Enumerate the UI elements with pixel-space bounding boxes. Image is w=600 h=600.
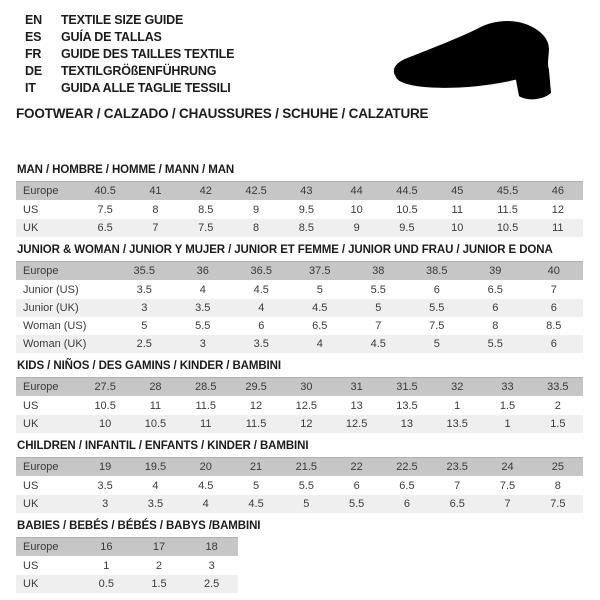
size-cell: 16 [80,538,133,557]
size-cell: 4 [291,335,350,353]
size-cell: 36 [174,262,233,281]
table-row [16,477,583,496]
size-cell: 19.5 [130,458,180,477]
shoe-icon [388,16,584,104]
row-label: US [23,480,39,492]
size-cell: 44.5 [382,182,432,201]
section-title-man: MAN / HOMBRE / HOMME / MANN / MAN [17,164,235,176]
size-cell: 41 [130,182,180,201]
size-cell: 37.5 [291,262,350,281]
size-cell: 3.5 [130,495,180,513]
size-cell: 7 [375,320,382,332]
size-cell: 12.5 [295,400,318,412]
size-cell: 11.5 [195,400,217,412]
size-cell: 4.5 [349,335,408,353]
size-cell: 11 [451,204,463,216]
table-row [16,538,238,557]
row-label: UK [16,495,80,513]
size-cell: 5 [349,299,408,317]
size-cell: 5 [408,335,467,353]
size-cell: 5.5 [195,320,211,332]
size-cell: 4.5 [253,284,269,296]
section-title-children: CHILDREN / INFANTIL / ENFANTS / KINDER / BAMBINI [17,440,309,452]
row-label: Woman (US) [23,320,87,332]
size-cell: 28 [130,378,180,397]
row-label: UK [16,575,80,593]
table-row [16,415,583,433]
table-row [16,182,583,201]
size-cell: 3 [115,299,174,317]
size-cell: 22 [331,458,381,477]
size-cell: 6.5 [312,320,328,332]
table-row [16,397,583,416]
size-cell: 36.5 [232,262,291,281]
size-cell: 39 [466,262,525,281]
size-cell: 6.5 [399,480,415,492]
table-row [16,378,583,397]
size-cell: 6 [382,495,432,513]
size-cell: 7.5 [97,204,113,216]
size-cell: 4 [181,495,231,513]
size-cell: 11 [181,415,231,433]
table-row [16,335,583,353]
section-kids [16,360,584,433]
size-cell: 6.5 [80,219,130,237]
size-cell: 3.5 [136,284,152,296]
size-cell: 45 [432,182,482,201]
section-title-kids: KIDS / NIÑOS / DES GAMINS / KINDER / BAMBINI [17,360,281,372]
size-cell: 7 [454,480,461,492]
table-row [16,317,583,335]
size-cell: 1 [454,400,461,412]
row-label: Europe [16,458,80,477]
size-cell: 12 [249,400,263,412]
table-row [16,201,583,220]
size-cell: 7.5 [181,219,231,237]
size-cell: 5.5 [331,495,381,513]
language-code: IT [25,81,36,95]
size-cell: 42.5 [231,182,281,201]
size-cell: 2 [155,560,163,572]
size-cell: 20 [181,458,231,477]
size-cell: 44 [331,182,381,201]
size-cell: 31.5 [382,378,432,397]
size-cell: 9.5 [298,204,314,216]
table-row [16,557,238,576]
size-cell: 6 [466,299,525,317]
size-cell: 3 [80,495,130,513]
size-cell: 12 [551,204,564,216]
size-cell: 7 [482,495,532,513]
section-title-babies: BABIES / BEBÉS / BÉBÉS / BABYS /BAMBINI [17,520,261,532]
size-cell: 1 [103,560,110,572]
row-label: US [23,560,39,572]
size-cell: 8.5 [281,219,331,237]
size-tables [16,164,584,600]
row-label: Europe [16,378,80,397]
size-cell: 21 [231,458,281,477]
size-cell: 10 [80,415,130,433]
size-cell: 18 [185,538,238,557]
size-cell: 12.5 [331,415,381,433]
section-title-junior-woman: JUNIOR & WOMAN / JUNIOR Y MUJER / JUNIOR ET FEMME / JUNIOR UND FRAU / JUNIOR E DONA [17,244,553,256]
size-cell: 0.5 [80,575,133,593]
size-cell: 45.5 [482,182,532,201]
size-cell: 12 [281,415,331,433]
size-cell: 8 [554,480,561,492]
size-table-man [16,181,583,237]
size-cell: 10 [350,204,363,216]
size-cell: 5 [252,480,260,492]
table-row [16,262,583,281]
size-cell: 1.5 [499,400,516,412]
row-label: Europe [16,262,115,281]
size-cell: 8 [152,204,159,216]
language-code: ES [25,30,42,44]
size-table-junior-woman [16,261,583,353]
language-code: FR [25,47,42,61]
size-cell: 6 [433,284,440,296]
size-cell: 43 [281,182,331,201]
size-cell: 13 [382,415,432,433]
language-label: GUÍA DE TALLAS [61,30,162,44]
size-cell: 9.5 [382,219,432,237]
size-cell: 5 [281,495,331,513]
size-cell: 2 [554,400,561,412]
table-row [16,281,583,300]
size-cell: 3.5 [232,335,291,353]
table-row [16,458,583,477]
size-cell: 21.5 [281,458,331,477]
size-cell: 8.5 [546,320,562,332]
size-cell: 3 [174,335,233,353]
size-cell: 35.5 [115,262,174,281]
section-babies [16,520,584,593]
language-list [25,12,234,97]
size-cell: 4 [232,299,291,317]
language-label: TEXTILGRÖßENFÜHRUNG [61,64,217,78]
size-cell: 6 [258,320,265,332]
size-cell: 3 [208,560,215,572]
size-cell: 6.5 [487,284,503,296]
size-cell: 29.5 [231,378,281,397]
row-label: US [23,400,39,412]
size-cell: 11 [533,219,583,237]
language-row-fr [25,46,234,63]
language-label: TEXTILE SIZE GUIDE [61,13,184,27]
language-code: EN [25,13,42,27]
size-cell: 8 [231,219,281,237]
size-cell: 9 [331,219,381,237]
size-cell: 10.5 [396,204,418,216]
language-row-de [25,63,234,80]
size-cell: 6 [525,299,584,317]
size-cell: 10 [432,219,482,237]
size-cell: 10.5 [130,415,180,433]
size-cell: 28.5 [181,378,231,397]
size-table-children [16,457,583,513]
language-label: GUIDE DES TAILLES TEXTILE [61,47,235,61]
size-cell: 32 [432,378,482,397]
size-cell: 7 [130,219,180,237]
size-cell: 2.5 [185,575,238,593]
size-cell: 4.5 [291,299,350,317]
row-label: UK [16,219,80,237]
size-cell: 13 [350,400,363,412]
size-cell: 5.5 [466,335,525,353]
row-label: US [23,204,39,216]
size-cell: 5.5 [408,299,467,317]
size-cell: 6.5 [432,495,482,513]
size-table-babies [16,537,238,593]
table-row [16,495,583,513]
size-cell: 13.5 [396,400,418,412]
size-cell: 8 [492,320,499,332]
size-cell: 42 [181,182,231,201]
row-label: Europe [16,182,80,201]
size-cell: 7 [550,284,557,296]
size-cell: 11.5 [497,204,518,216]
row-label: Europe [16,538,80,557]
size-cell: 38 [349,262,408,281]
category-title: FOOTWEAR / CALZADO / CHAUSSURES / SCHUHE / CALZATURE [16,106,429,121]
size-cell: 4 [152,480,159,492]
size-cell: 7.5 [429,320,445,332]
size-cell: 25 [533,458,583,477]
size-cell: 7.5 [499,480,516,492]
table-row [16,219,583,237]
size-cell: 7.5 [533,495,583,513]
size-cell: 5 [141,320,148,332]
size-cell: 5.5 [298,480,314,492]
size-cell: 19 [80,458,130,477]
size-cell: 6 [353,480,360,492]
language-code: DE [25,64,42,78]
language-row-es [25,29,234,46]
size-cell: 4 [199,284,206,296]
size-cell: 8.5 [198,204,214,216]
size-cell: 33 [482,378,532,397]
size-cell: 4.5 [198,480,214,492]
size-cell: 24 [482,458,532,477]
size-cell: 17 [133,538,186,557]
size-cell: 22.5 [382,458,432,477]
size-cell: 46 [533,182,583,201]
section-junior-woman [16,244,584,353]
size-cell: 38.5 [408,262,467,281]
size-cell: 6 [525,335,584,353]
size-cell: 31 [331,378,381,397]
size-cell: 33.5 [533,378,583,397]
size-cell: 40 [525,262,584,281]
size-cell: 10.5 [94,400,116,412]
size-cell: 9 [252,204,260,216]
size-cell: 11 [149,400,162,412]
size-cell: 11.5 [231,415,281,433]
size-cell: 1.5 [533,415,583,433]
size-cell: 2.5 [115,335,174,353]
language-label: GUIDA ALLE TAGLIE TESSILI [61,81,231,95]
size-cell: 5.5 [370,284,386,296]
size-cell: 40.5 [80,182,130,201]
size-cell: 4.5 [231,495,281,513]
table-row [16,299,583,317]
size-cell: 30 [281,378,331,397]
row-label: Woman (UK) [16,335,115,353]
size-cell: 3.5 [97,480,113,492]
row-label: Junior (UK) [16,299,115,317]
size-cell: 5 [316,284,323,296]
row-label: Junior (US) [23,284,79,296]
size-cell: 1.5 [133,575,186,593]
size-cell: 1 [482,415,532,433]
size-cell: 13.5 [432,415,482,433]
table-row [16,575,238,593]
section-man [16,164,584,237]
size-cell: 27.5 [80,378,130,397]
language-row-it [25,80,234,97]
size-cell: 23.5 [432,458,482,477]
size-table-kids [16,377,583,433]
section-children [16,440,584,513]
row-label: UK [16,415,80,433]
size-cell: 10.5 [482,219,532,237]
size-cell: 3.5 [174,299,233,317]
language-row-en [25,12,234,29]
